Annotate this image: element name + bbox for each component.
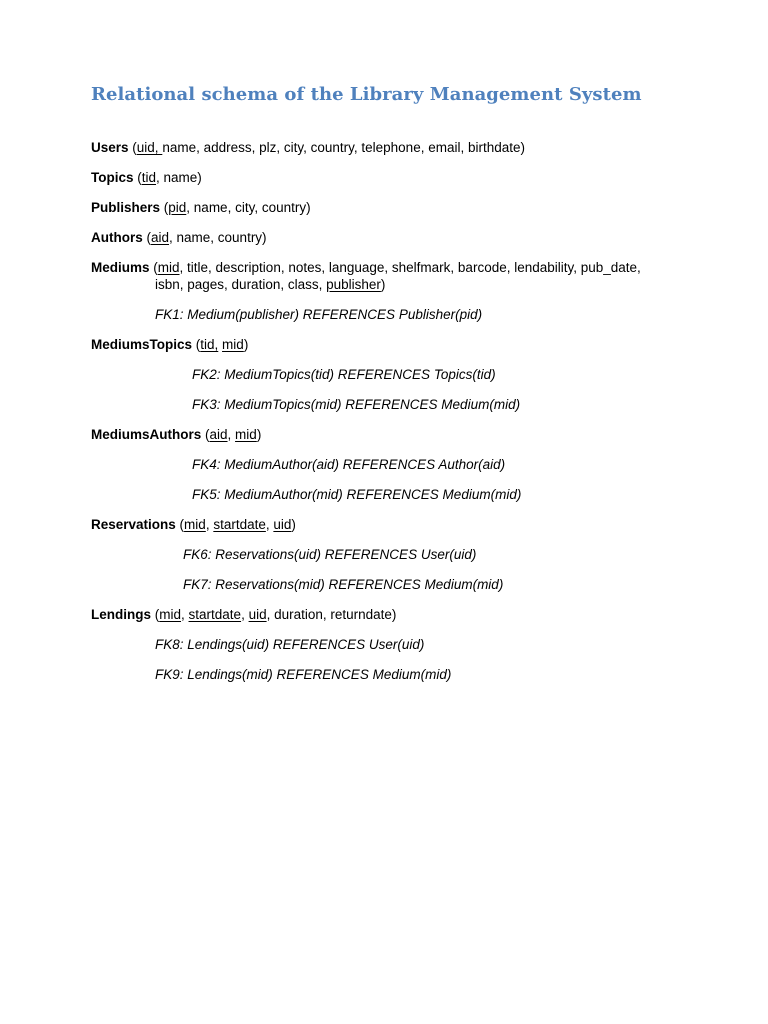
users-open-paren: (: [128, 140, 137, 155]
reservations-close-paren: ): [291, 517, 296, 532]
topics-table-name: Topics: [91, 170, 134, 185]
lendings-attributes: , duration, returndate): [266, 607, 397, 622]
mediums-authors-key-mid: mid: [235, 427, 257, 442]
users-primary-key: uid,: [136, 140, 163, 155]
mediums-attributes-line2: isbn, pages, duration, class,: [155, 277, 327, 292]
mediums-topics-key-tid: tid,: [200, 337, 219, 352]
publishers-table-name: Publishers: [91, 200, 161, 215]
foreign-key-fk5: FK5: MediumAuthor(mid) REFERENCES Medium(mid): [192, 487, 522, 502]
authors-primary-key: aid: [151, 230, 170, 245]
mediums-relation: [91, 259, 641, 276]
reservations-separator-1: ,: [205, 517, 214, 532]
reservations-separator-2: ,: [265, 517, 274, 532]
mediums-authors-table-name: MediumsAuthors: [91, 427, 202, 442]
mediums-authors-key-aid: aid: [209, 427, 228, 442]
lendings-separator-2: ,: [241, 607, 249, 622]
lendings-key-uid: uid: [248, 607, 267, 622]
lendings-key-mid: mid: [159, 607, 182, 622]
mediums-close-paren: ): [380, 277, 386, 292]
authors-attributes: , name, country): [169, 230, 267, 245]
authors-relation: [91, 229, 267, 246]
mediums-authors-close-paren: ): [256, 427, 262, 442]
mediums-topics-close-paren: ): [243, 337, 249, 352]
lendings-table-name: Lendings: [91, 607, 151, 622]
foreign-key-fk8: FK8: Lendings(uid) REFERENCES User(uid): [155, 637, 425, 652]
reservations-key-mid: mid: [184, 517, 206, 532]
mediums-primary-key: mid: [157, 260, 180, 275]
lendings-key-startdate: startdate: [188, 607, 242, 622]
reservations-relation: [91, 516, 296, 533]
mediums-authors-separator: ,: [227, 427, 236, 442]
publishers-open-paren: (: [160, 200, 169, 215]
reservations-table-name: Reservations: [91, 517, 176, 532]
mediums-relation-continued: [155, 276, 385, 293]
topics-open-paren: (: [133, 170, 142, 185]
publishers-primary-key: pid: [168, 200, 187, 215]
foreign-key-fk6: FK6: Reservations(uid) REFERENCES User(uid): [183, 547, 477, 562]
mediums-topics-key-mid: mid: [222, 337, 244, 352]
mediums-topics-relation: [91, 336, 248, 353]
publishers-attributes: , name, city, country): [186, 200, 311, 215]
mediums-attributes-line1: , title, description, notes, language, shelfmark, barcode, lendability, pub_date,: [179, 260, 641, 275]
mediums-open-paren: (: [149, 260, 158, 275]
users-attributes: name, address, plz, city, country, telephone, email, birthdate): [162, 140, 525, 155]
foreign-key-fk4: FK4: MediumAuthor(aid) REFERENCES Author(aid): [192, 457, 506, 472]
users-table-name: Users: [91, 140, 129, 155]
users-relation: [91, 139, 525, 156]
topics-attributes: , name): [156, 170, 202, 185]
lendings-relation: [91, 606, 396, 623]
mediums-topics-open-paren: (: [192, 337, 201, 352]
foreign-key-fk9: FK9: Lendings(mid) REFERENCES Medium(mid): [155, 667, 452, 682]
topics-relation: [91, 169, 202, 186]
publishers-relation: [91, 199, 311, 216]
reservations-open-paren: (: [175, 517, 185, 532]
lendings-open-paren: (: [151, 607, 160, 622]
foreign-key-fk2: FK2: MediumTopics(tid) REFERENCES Topics(tid): [192, 367, 496, 382]
mediums-authors-relation: [91, 426, 261, 443]
reservations-key-uid: uid: [273, 517, 292, 532]
foreign-key-fk3: FK3: MediumTopics(mid) REFERENCES Medium(mid): [192, 397, 521, 412]
topics-primary-key: tid: [141, 170, 157, 185]
mediums-publisher-column: publisher: [326, 277, 381, 292]
authors-table-name: Authors: [91, 230, 143, 245]
mediums-table-name: Mediums: [91, 260, 150, 275]
mediums-authors-open-paren: (: [201, 427, 210, 442]
lendings-separator-1: ,: [181, 607, 189, 622]
foreign-key-fk1: FK1: Medium(publisher) REFERENCES Publisher(pid): [155, 307, 483, 322]
mediums-topics-table-name: MediumsTopics: [91, 337, 193, 352]
authors-open-paren: (: [142, 230, 151, 245]
foreign-key-fk7: FK7: Reservations(mid) REFERENCES Medium(mid): [183, 577, 504, 592]
document-title: Relational schema of the Library Management System: [91, 84, 642, 105]
reservations-key-startdate: startdate: [213, 517, 266, 532]
